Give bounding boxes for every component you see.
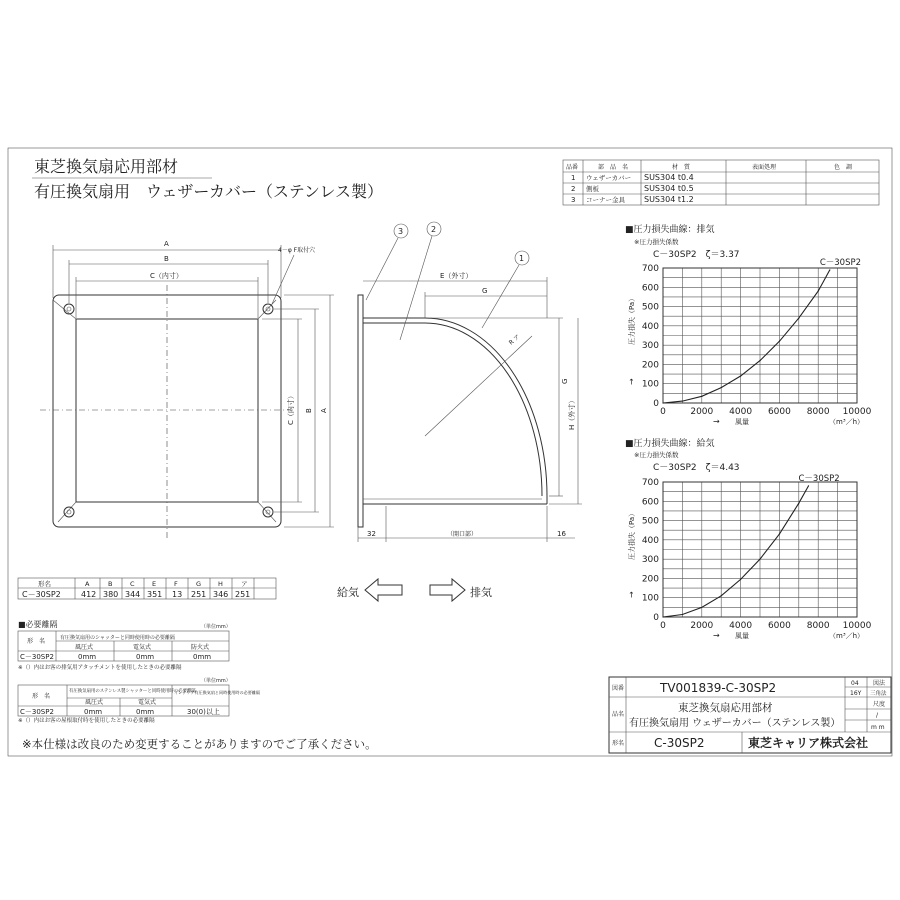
y-tick-label: 600: [641, 497, 659, 508]
dim-table-cell: 251: [235, 590, 251, 599]
dim-table-header: A: [85, 580, 90, 588]
clearance-note: ※（）内はお客の排気用アタッチメントを使用したときの必要離隔: [18, 665, 182, 671]
front-view: [40, 240, 334, 540]
dim-C-side: C（内寸）: [287, 392, 295, 425]
series-point: [682, 614, 683, 615]
x-tick-label: 6000: [767, 407, 791, 417]
parts-cell: SUS304 t0.5: [644, 184, 694, 193]
callout-label: 1: [519, 254, 525, 263]
chart-xlabel: 風量: [735, 632, 749, 640]
y-tick-label: 700: [641, 264, 659, 274]
dim-table-cell: 251: [191, 590, 207, 599]
x-tick-label: 2000: [690, 407, 714, 417]
parts-cell: ウェザーカバー: [586, 174, 632, 182]
title-line2: 有圧換気扇用 ウェザーカバー（ステンレス製）: [34, 182, 384, 201]
clearance-value: 30(0)以上: [187, 708, 220, 716]
dim-R: R ア: [507, 333, 522, 347]
dim-table-cell: 346: [213, 590, 229, 599]
x-tick-label: 2000: [690, 621, 714, 631]
dim-table-header: ア: [241, 580, 248, 588]
dim-32: 32: [367, 530, 376, 538]
callout-label: 3: [398, 227, 404, 236]
dim-table-header: 形名: [38, 580, 51, 588]
y-tick-label: 700: [641, 478, 659, 488]
y-axis-arrow-icon: →: [627, 591, 636, 598]
chart-subtitle: ※圧力損失係数: [634, 238, 679, 246]
series-point: [779, 533, 780, 534]
x-tick-label: 4000: [729, 407, 753, 417]
series-point: [779, 341, 780, 342]
side-cell: 三角法: [870, 691, 887, 697]
series-label: C－30SP2: [819, 257, 862, 268]
parts-header: 色 調: [834, 164, 853, 171]
dim-table-cell: 351: [147, 590, 163, 599]
series-point: [798, 318, 799, 319]
series-point: [818, 291, 819, 292]
chart-coef: C－30SP2 ζ＝4.43: [653, 463, 740, 473]
side-cell: 16Y: [850, 690, 862, 697]
x-tick-label: 8000: [806, 621, 830, 631]
y-axis-arrow-icon: →: [627, 378, 636, 385]
drawing-no-label: 図番: [612, 685, 625, 692]
model-value: C-30SP2: [654, 736, 705, 750]
dim-B-side: B: [305, 408, 313, 413]
dim-table-cell: 380: [103, 590, 119, 599]
x-tick-label: 10000: [842, 407, 872, 417]
exhaust-label: 排気: [470, 586, 492, 599]
chart-subtitle: ※圧力損失係数: [634, 451, 679, 459]
clearance-table-1: [18, 619, 231, 671]
dim-table-header: G: [196, 580, 202, 588]
x-axis-arrow-icon: →: [713, 417, 720, 426]
y-tick-label: 400: [641, 535, 659, 546]
clearance-desc: 有圧換気扇用のシャッターと同時使用時の必要離隔: [60, 635, 175, 641]
y-tick-label: 100: [641, 379, 659, 390]
series-point: [808, 485, 809, 486]
clearance-value: 0mm: [78, 653, 97, 661]
dim-B-top: B: [164, 255, 169, 263]
clearance-col: 電気式: [133, 644, 152, 651]
exhaust-chart: [625, 223, 872, 426]
supply-chart: [625, 437, 872, 640]
y-tick-label: 300: [641, 341, 659, 352]
side-cell: /: [876, 712, 879, 719]
series-point: [759, 559, 760, 560]
series-point: [662, 616, 663, 617]
parts-cell: 側板: [586, 185, 599, 193]
series-point: [701, 396, 702, 397]
mounting-hole: [263, 507, 273, 517]
series-point: [721, 387, 722, 388]
dim-G-side: G: [561, 378, 569, 384]
parts-cell: 1: [571, 174, 576, 182]
dim-table-header: H: [218, 580, 223, 588]
chart-xunit: （m³／h）: [829, 418, 865, 426]
dim-table-header: F: [174, 580, 178, 588]
y-tick-label: 500: [641, 302, 659, 313]
parts-header: 表面処理: [752, 164, 777, 171]
dim-table-header: B: [108, 580, 113, 588]
series-point: [740, 579, 741, 580]
clearance-unit: （単位mm）: [201, 678, 231, 684]
y-tick-label: 600: [641, 283, 659, 294]
chart-title: ■圧力損失曲線：給気: [625, 439, 715, 449]
series-point: [662, 402, 663, 403]
x-tick-label: 8000: [806, 407, 830, 417]
clearance-col: 防火式: [191, 644, 210, 651]
clearance-title: ■必要離隔: [18, 620, 58, 629]
dim-H: H（外寸）: [568, 396, 576, 430]
item-label: 品名: [612, 711, 625, 718]
supply-arrow-icon: [365, 579, 402, 601]
dim-table-cell: 13: [172, 590, 183, 599]
parts-header: 品番: [566, 164, 579, 171]
chart-xlabel: 風量: [735, 418, 749, 426]
clearance-col: 風圧式: [85, 699, 104, 706]
y-tick-label: 100: [641, 593, 659, 604]
clearance-desc: 有圧換気扇用のステンレス製シャッターと同時使用時の必要離隔: [69, 689, 196, 694]
x-tick-label: 0: [660, 407, 666, 417]
holes-label: 4－φ F取付穴: [278, 247, 316, 254]
dim-A-top: A: [164, 240, 169, 248]
side-cell: m m: [871, 724, 885, 731]
dim-table-cell: 344: [125, 590, 141, 599]
parts-table: [563, 160, 879, 205]
x-tick-label: 4000: [729, 621, 753, 631]
dim-opening: （開口部）: [447, 531, 478, 538]
dim-table-cell: 412: [81, 590, 97, 599]
dim-E: E（外寸）: [440, 272, 473, 280]
mounting-hole: [263, 304, 273, 314]
x-tick-label: 0: [660, 621, 666, 631]
company-name: 東芝キャリア株式会社: [748, 736, 869, 750]
clearance-value: 0mm: [193, 653, 212, 661]
footnote: ※本仕様は改良のため変更することがありますのでご了承ください。: [22, 737, 377, 751]
mounting-hole: [64, 304, 74, 314]
title-line1: 東芝換気扇応用部材: [34, 157, 179, 176]
parts-cell: 3: [571, 196, 576, 204]
series-point: [721, 595, 722, 596]
series-point: [682, 400, 683, 401]
exhaust-arrow-icon: [430, 579, 465, 601]
dim-C-top: C（内寸）: [150, 272, 183, 280]
chart-ylabel: 圧力損失（Pa）: [628, 294, 636, 345]
x-axis-arrow-icon: →: [713, 631, 720, 640]
side-cell: 尺度: [873, 701, 886, 708]
series-point: [829, 269, 830, 270]
side-cell: 04: [851, 680, 859, 687]
item-line2: 有圧換気扇用 ウェザーカバー（ステンレス製）: [629, 718, 841, 729]
series-point: [759, 360, 760, 361]
dim-table-header: E: [152, 580, 157, 588]
dim-table-header: C: [130, 580, 135, 588]
y-tick-label: 0: [653, 613, 659, 623]
y-tick-label: 400: [641, 321, 659, 332]
title-block: [609, 677, 891, 753]
parts-header: 部 品 名: [598, 164, 629, 171]
series-label: C－30SP2: [798, 473, 840, 484]
y-tick-label: 300: [641, 555, 659, 566]
clearance-value: 0mm: [136, 708, 155, 716]
clearance-model: C－30SP2: [20, 708, 54, 716]
model-label: 形名: [612, 740, 625, 747]
side-view: [358, 222, 582, 542]
chart-coef: C－30SP2 ζ＝3.37: [653, 250, 740, 260]
series-line: [663, 486, 809, 617]
dim-G: G: [482, 287, 488, 295]
clearance-col: 風圧式: [75, 644, 94, 651]
parts-cell: SUS304 t0.4: [644, 173, 694, 182]
y-tick-label: 200: [641, 360, 659, 371]
clearance-col: 電気式: [138, 699, 157, 706]
clearance-value: 0mm: [84, 708, 103, 716]
clearance-model-header: 形 名: [27, 638, 46, 645]
clearance-value: 0mm: [136, 653, 155, 661]
parts-cell: コーナー金具: [586, 196, 625, 204]
parts-header: 材 質: [672, 164, 691, 171]
mounting-hole: [64, 507, 74, 517]
series-point: [740, 375, 741, 376]
drawing-no: TV001839-C-30SP2: [660, 681, 777, 695]
dim-table-cell: C－30SP2: [22, 590, 61, 599]
dim-A-side: A: [320, 408, 328, 413]
callout-label: 2: [431, 225, 437, 234]
series-point: [798, 503, 799, 504]
clearance-model: C－30SP2: [20, 653, 54, 661]
clearance-note: ※（）内はお客の屋根取付時を使用したときの必要離隔: [18, 718, 155, 724]
chart-title: ■圧力損失曲線：排気: [625, 225, 715, 235]
parts-cell: 2: [571, 185, 576, 193]
chart-ylabel: 圧力損失（Pa）: [628, 509, 636, 560]
clearance-model-header: 形 名: [32, 693, 51, 700]
dimension-table: [18, 578, 276, 599]
chart-xunit: （m³／h）: [829, 632, 865, 640]
y-tick-label: 500: [641, 516, 659, 527]
parts-cell: SUS304 t1.2: [644, 195, 694, 204]
dim-16: 16: [557, 530, 566, 538]
series-line: [663, 270, 830, 403]
y-tick-label: 0: [653, 399, 659, 409]
clearance-table-2: [18, 677, 260, 724]
x-tick-label: 6000: [767, 621, 791, 631]
x-tick-label: 10000: [842, 621, 872, 631]
y-tick-label: 200: [641, 574, 659, 585]
item-line1: 東芝換気扇応用部材: [678, 702, 773, 714]
supply-label: 給気: [337, 586, 359, 599]
side-cell: 図法: [873, 680, 886, 687]
clearance-unit: （単位mm）: [201, 624, 231, 630]
series-point: [701, 607, 702, 608]
clearance-desc: インテリア有圧換気扇と同時使用時の必要離隔: [174, 690, 260, 695]
